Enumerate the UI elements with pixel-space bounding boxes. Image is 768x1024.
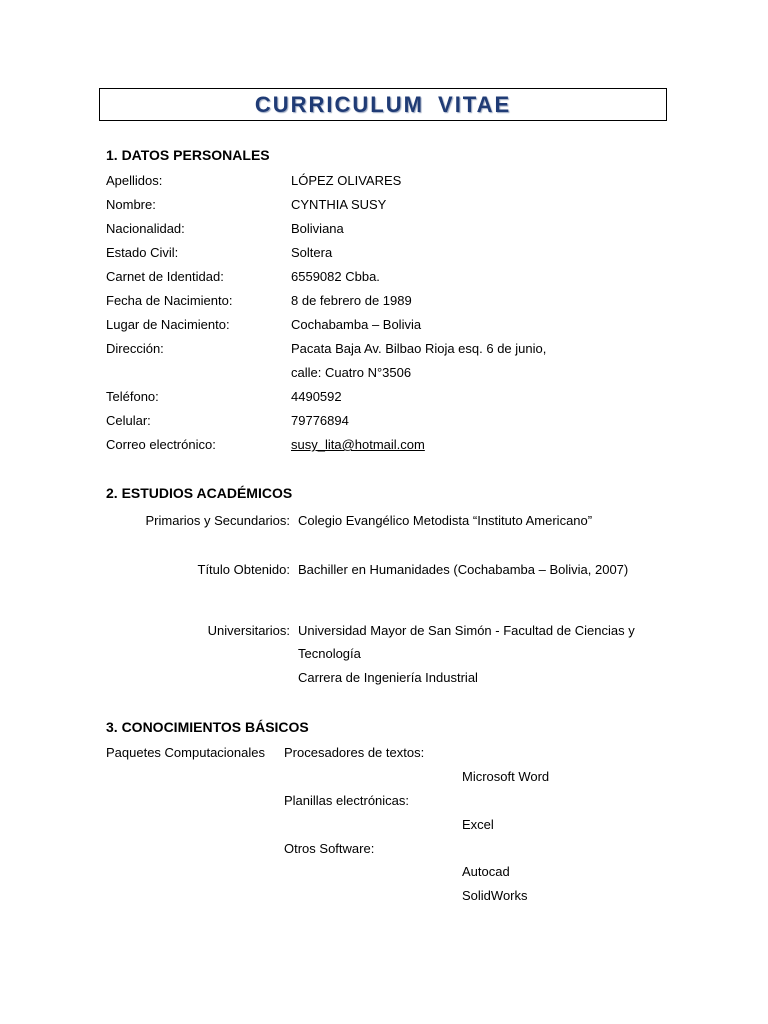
value-apellidos: LÓPEZ OLIVARES xyxy=(291,173,402,188)
value-titulo: Bachiller en Humanidades (Cochabamba – Bolivia, 2007) xyxy=(298,562,629,577)
value-fecha-nacimiento: 8 de febrero de 1989 xyxy=(291,293,412,308)
value-carrera: Carrera de Ingeniería Industrial xyxy=(298,670,478,685)
label-telefono: Teléfono: xyxy=(106,389,159,404)
skill-group-procesadores: Procesadores de textos: xyxy=(284,745,425,760)
value-telefono: 4490592 xyxy=(291,389,342,404)
label-nombre: Nombre: xyxy=(106,197,156,212)
value-nombre: CYNTHIA SUSY xyxy=(291,197,387,212)
value-primarios: Colegio Evangélico Metodista “Instituto Americano” xyxy=(298,513,593,528)
section-heading-personal: 1. DATOS PERSONALES xyxy=(106,147,270,163)
label-celular: Celular: xyxy=(106,413,151,428)
label-titulo: Título Obtenido: xyxy=(197,562,290,577)
label-lugar-nacimiento: Lugar de Nacimiento: xyxy=(106,317,230,332)
value-universidad-line1: Universidad Mayor de San Simón - Facultad de Ciencias y xyxy=(298,623,635,638)
section-heading-academic: 2. ESTUDIOS ACADÉMICOS xyxy=(106,485,293,501)
document-title: CURRICULUM VITAE xyxy=(254,91,512,117)
value-nacionalidad: Boliviana xyxy=(291,221,344,236)
value-direccion-line2: calle: Cuatro N°3506 xyxy=(291,365,412,380)
label-apellidos: Apellidos: xyxy=(106,173,163,188)
value-estado-civil: Soltera xyxy=(291,245,333,260)
skill-item-autocad: Autocad xyxy=(462,864,510,879)
value-carnet: 6559082 Cbba. xyxy=(291,269,380,284)
value-direccion-line1: Pacata Baja Av. Bilbao Rioja esq. 6 de junio, xyxy=(291,341,547,356)
label-correo: Correo electrónico: xyxy=(106,437,216,452)
skill-item-word: Microsoft Word xyxy=(462,769,550,784)
label-paquetes: Paquetes Computacionales xyxy=(106,745,265,760)
label-carnet: Carnet de Identidad: xyxy=(106,269,224,284)
skill-item-solidworks: SolidWorks xyxy=(462,888,528,903)
label-primarios: Primarios y Secundarios: xyxy=(145,513,290,528)
section-heading-skills: 3. CONOCIMIENTOS BÁSICOS xyxy=(106,719,309,735)
label-universitarios: Universitarios: xyxy=(207,623,290,638)
label-nacionalidad: Nacionalidad: xyxy=(106,221,185,236)
value-universidad-line2: Tecnología xyxy=(298,646,361,661)
value-lugar-nacimiento: Cochabamba – Bolivia xyxy=(291,317,422,332)
label-fecha-nacimiento: Fecha de Nacimiento: xyxy=(106,293,233,308)
value-celular: 79776894 xyxy=(291,413,349,428)
label-estado-civil: Estado Civil: xyxy=(106,245,179,260)
label-direccion: Dirección: xyxy=(106,341,164,356)
skill-group-otros: Otros Software: xyxy=(284,841,375,856)
skill-item-excel: Excel xyxy=(462,817,494,832)
email-link[interactable]: susy_lita@hotmail.com xyxy=(291,437,425,452)
skill-group-planillas: Planillas electrónicas: xyxy=(284,793,410,808)
title-box xyxy=(99,88,667,121)
